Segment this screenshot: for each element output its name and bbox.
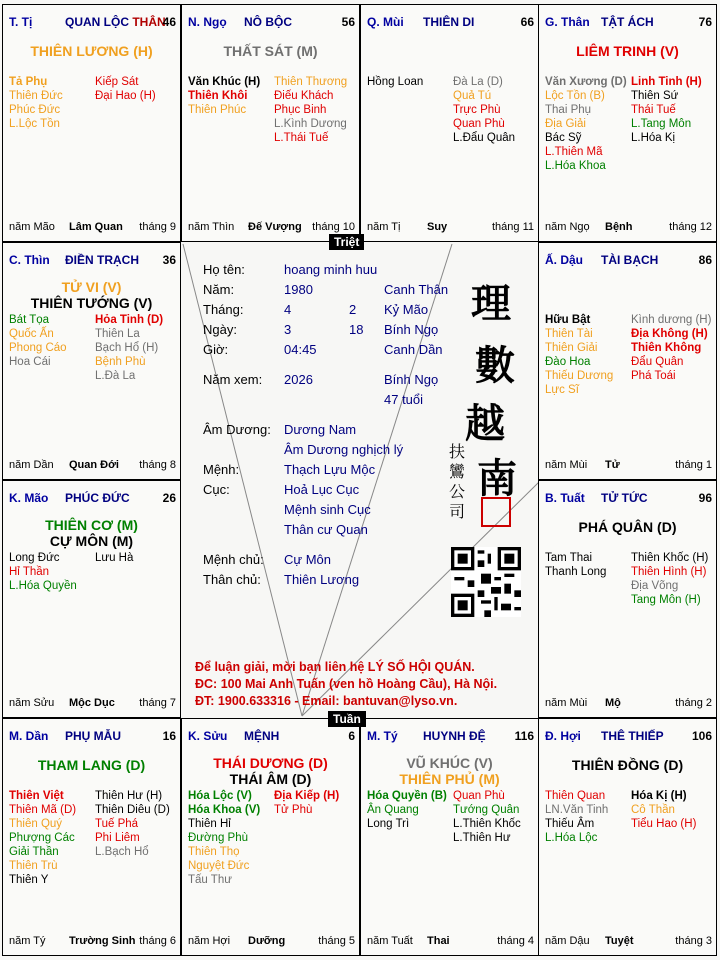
star-item: Thiên Thương [274,76,348,88]
star-item: L.Thiên Mã [545,146,603,158]
palace-name: PHÚC ĐỨC [65,491,130,505]
menh-value: Thạch Lựu Mộc [284,462,376,477]
side-text [449,442,465,522]
star-item: Lộc Tồn (B) [545,90,605,102]
calligraphy-char-1: 理 [471,280,511,327]
right-stars [95,789,170,859]
palace-branch: M. Dần [9,729,49,743]
star-item: L.Lộc Tồn [9,118,60,130]
star-item: Thiên Trù [9,860,58,872]
year-can: Canh Thân [384,282,449,297]
star-item: Kiếp Sát [95,76,139,88]
star-item: Đào Hoa [545,356,591,368]
star-item: Quan Phù [453,118,505,130]
than-chu-value: Thiên Lương [284,572,360,587]
star-item: Tướng Quân [453,804,520,816]
left-stars [545,313,613,397]
star-item: Quốc Ấn [9,328,54,340]
right-stars [274,75,347,145]
star-item: L.Thái Tuế [274,132,329,144]
palace-month: tháng 4 [497,935,534,947]
palace-phase: Suy [427,221,448,233]
star-item: Linh Tinh (H) [631,76,702,88]
palace-phase: Bệnh [605,221,633,233]
star-item: LN.Văn Tinh [545,804,609,816]
star-item: Phá Toái [631,370,676,382]
red-seal-icon [481,497,511,527]
main-star: THIÊN TƯỚNG (V) [30,295,153,311]
side-char-4: 司 [449,502,466,521]
palace-branch: Q. Mùi [367,15,404,29]
right-stars [95,75,156,103]
palace-month: tháng 6 [139,935,176,947]
left-stars [367,789,447,831]
palace-name: QUAN LỘC THÂN [65,15,166,29]
palace-branch: Đ. Hợi [545,729,581,743]
star-item: L.Thiên Khốc [453,818,521,830]
name-value: hoang minh huu [284,262,378,277]
star-item: Thiên Quý [9,818,63,830]
star-item: Tang Môn (H) [631,594,701,606]
cuc-note1: Mệnh sinh Cục [284,502,371,517]
star-item: Địa Võng [631,580,679,592]
left-stars [188,75,260,117]
palace-header [545,729,712,743]
star-item: Thiên Hỉ [188,818,231,830]
star-item: Hỏa Tinh (D) [95,314,164,326]
palace-month: tháng 5 [318,935,355,947]
star-item: Phong Cáo [9,342,67,354]
palace-footer [367,935,534,947]
day-can: Bính Ngọ [384,322,439,337]
palace-year: năm Sửu [9,697,55,709]
palace-month: tháng 3 [675,935,712,947]
star-item: Thiên Sứ [631,90,679,102]
left-stars [9,551,77,593]
star-item: Đà La (D) [453,76,503,88]
star-item: Phượng Các [9,832,75,844]
view-year-label: Năm xem: [203,372,263,387]
star-item: Văn Khúc (H) [188,76,261,88]
main-star: THIÊN CƠ (M) [45,517,138,533]
right-stars [274,789,339,817]
palace-name: THIÊN DI [423,15,475,29]
right-stars [95,551,133,565]
star-item: L.Hóa Lộc [545,832,598,844]
palace-number: 116 [514,729,534,743]
amduong-label: Âm Dương: [203,422,271,437]
star-item: Thiên Khôi [188,90,248,102]
palace-year: năm Thìn [188,221,235,233]
palace-name: HUYNH ĐỆ [423,729,486,743]
cuc-value: Hoả Lục Cục [284,482,360,497]
star-item: Thiếu Âm [545,818,595,830]
palace-month: tháng 8 [139,459,176,471]
left-stars [9,313,67,369]
star-item: Tấu Thư [188,874,232,886]
qr-code-icon [451,547,521,617]
star-item: Hữu Bật [545,314,591,326]
palace-year: năm Dần [9,459,54,471]
day-value: 3 [284,322,292,337]
side-char-3: 公 [449,482,466,501]
star-item: Tam Thai [545,552,593,564]
star-item: Thiên Thọ [188,846,240,858]
star-item: Đại Hao (H) [95,90,156,102]
star-item: Kình dương (H) [631,314,712,326]
view-year-can: Bính Ngọ [384,372,439,387]
star-item: Long Trì [367,818,410,830]
palace-header [9,253,176,267]
palace-number: 36 [162,253,176,267]
palace-phase: Quan Đới [69,459,119,471]
palace-header [367,15,534,29]
palace-mui [360,4,539,242]
palace-month: tháng 2 [675,697,712,709]
palace-branch: Ấ. Dậu [545,253,584,267]
star-item: Thiên Tài [545,328,593,340]
palace-month: tháng 7 [139,697,176,709]
palace-month: tháng 9 [139,221,176,233]
palace-phase: Lâm Quan [69,221,123,233]
left-stars [9,789,76,887]
star-item: Thiên Đức [9,90,63,102]
palace-footer [9,221,176,233]
palace-number: 96 [698,491,712,505]
palace-phase: Thai [427,935,450,947]
left-stars [367,75,423,89]
star-item: Thiếu Dương [545,370,614,382]
star-item: Thiên Y [9,874,49,886]
star-item: Hóa Lộc (V) [188,790,252,802]
star-item: Lực Sĩ [545,384,579,396]
star-item: Hóa Kị (H) [631,790,687,802]
palace-year: năm Mão [9,221,55,233]
palace-number: 56 [341,15,355,29]
palace-name: TẬT ÁCH [601,15,654,29]
palace-name: TÀI BẠCH [601,253,659,267]
left-stars [9,75,63,131]
star-item: Long Đức [9,552,60,564]
day-lunar: 18 [349,322,364,337]
star-item: L.Thiên Hư [453,832,511,844]
palace-thin [2,242,181,480]
left-stars [545,551,606,579]
palace-header [9,491,176,505]
calligraphy-char-4: 南 [477,455,517,502]
side-char-1: 扶 [449,442,466,461]
star-item: Phục Binh [274,104,327,116]
star-item: Thiên Việt [9,790,64,802]
palace-header [545,491,712,505]
star-item: L.Tang Môn [631,118,692,130]
palace-phase: Đế Vượng [248,221,302,233]
cuc-note2: Thân cư Quan [284,522,368,537]
star-item: Quan Phù [453,790,505,802]
palace-year: năm Mùi [545,459,588,471]
palace-name: PHỤ MẪU [65,729,121,743]
main-star: PHÁ QUÂN (D) [578,519,677,535]
palace-year: năm Ngọ [545,221,590,233]
star-item: Bạch Hổ (H) [95,342,159,354]
palace-dau [538,242,717,480]
star-item: Cô Thần [631,804,675,816]
palace-year: năm Tị [367,221,401,233]
palace-dan [2,718,181,956]
star-item: Nguyệt Đức [188,860,250,872]
star-item: Bát Tọa [9,314,50,326]
star-item: Đường Phù [188,832,248,844]
star-item: Thiên Phúc [188,104,247,116]
star-item: Văn Xương (D) [545,76,627,88]
star-item: Địa Kiếp (H) [274,790,340,802]
right-stars [631,313,711,383]
star-item: L.Đẩu Quân [453,132,516,144]
right-stars [453,789,521,845]
right-stars [95,313,163,383]
right-stars [631,551,708,607]
left-stars [188,789,260,887]
month-lunar: 2 [349,302,357,317]
star-item: Thiên Giải [545,342,598,354]
palace-footer [9,697,176,709]
palace-footer [545,697,712,709]
contact-line-2: ĐC: 100 Mai Anh Tuấn (ven hồ Hoàng Cầu), Hà Nội. [195,677,498,691]
main-star: THÁI ÂM (D) [229,771,312,787]
right-stars [453,75,515,145]
day-label: Ngày: [203,322,237,337]
palace-hoi [538,718,717,956]
center-info-panel [181,242,537,718]
right-stars [631,789,696,831]
month-label: Tháng: [203,302,244,317]
star-item: Giải Thần [9,846,59,858]
palace-footer [188,221,355,233]
palace-footer [9,935,176,947]
star-item: Thiên Quan [545,790,606,802]
palace-ty [360,718,539,956]
main-star: LIÊM TRINH (V) [576,43,679,59]
palace-number: 26 [162,491,176,505]
palace-number: 6 [348,729,355,743]
palace-footer [188,935,355,947]
palace-month: tháng 1 [675,459,712,471]
palace-mao [2,480,181,718]
star-item: Bác Sỹ [545,132,582,144]
palace-footer [545,935,712,947]
star-item: Tuế Phá [95,818,139,830]
triet-badge: Triệt [329,234,364,250]
palace-year: năm Tuất [367,935,413,947]
palace-number: 16 [162,729,176,743]
main-star: THÁI DƯƠNG (D) [213,755,328,771]
contact-line-3: ĐT: 1900.633316 - Email: bantuvan@lyso.vn. [195,694,458,708]
star-item: Thiên Không [631,342,702,354]
palace-phase: Dưỡng [248,935,286,947]
view-year-value: 2026 [284,372,313,387]
palace-month: tháng 10 [312,221,355,233]
palace-header [9,15,176,29]
main-star: VŨ KHÚC (V) [406,755,493,771]
palace-footer [367,221,534,233]
star-item: Tiểu Hao (H) [631,818,697,830]
month-value: 4 [284,302,292,317]
star-item: Địa Không (H) [631,328,708,340]
than-chu-label: Thân chủ: [203,572,261,587]
palace-header [367,729,534,743]
palace-year: năm Hợi [188,935,231,947]
star-item: L.Hóa Khoa [545,160,606,172]
left-stars [545,75,627,173]
palace-phase: Tuyệt [605,935,634,947]
palace-than [538,4,717,242]
palace-branch: C. Thìn [9,253,50,267]
star-item: Điếu Khách [274,90,334,102]
palace-branch: B. Tuất [545,491,585,505]
palace-year: năm Tý [9,935,46,947]
side-char-2: 鸞 [449,462,466,481]
star-item: Thiên Diêu (D) [95,804,170,816]
palace-tuat [538,480,717,718]
palace-phase: Mộc Dục [69,697,115,709]
star-item: L.Đà La [95,370,136,382]
star-item: Thái Tuế [631,104,676,116]
palace-branch: K. Sửu [188,729,228,743]
palace-name: ĐIỀN TRẠCH [65,253,139,267]
tuan-badge: Tuần [328,711,366,727]
star-item: Trực Phù [453,104,501,116]
palace-number: 86 [698,253,712,267]
hour-can: Canh Dần [384,342,443,357]
palace-header [545,253,712,267]
star-item: Phúc Đức [9,104,61,116]
palace-header [188,729,355,743]
palace-month: tháng 11 [491,221,534,233]
main-star: THIÊN LƯƠNG (H) [30,43,153,59]
star-item: L.Bạch Hổ [95,846,149,858]
palace-branch: N. Ngọ [188,15,227,29]
palace-branch: K. Mão [9,491,49,505]
palace-name: TỬ TỨC [601,491,648,505]
year-label: Năm: [203,282,235,297]
star-item: Phi Liêm [95,832,140,844]
star-item: L.Hóa Kị [631,132,676,144]
star-item: Bệnh Phù [95,356,146,368]
palace-branch: M. Tý [367,729,398,743]
palace-year: năm Mùi [545,697,588,709]
palace-phase: Trường Sinh [69,935,136,947]
star-item: Lưu Hà [95,552,134,564]
menh-label: Mệnh: [203,462,240,477]
star-item: Thiên La [95,328,140,340]
palace-footer [545,459,712,471]
star-item: Thiên Khốc (H) [631,552,709,564]
star-item: Tử Phù [274,804,313,816]
star-item: Thanh Long [545,566,607,578]
main-star: TỬ VI (V) [61,279,122,295]
palace-number: 46 [162,15,176,29]
palace-header [545,15,712,29]
palace-branch: G. Thân [545,15,590,29]
star-item: Tả Phụ [9,76,48,88]
palace-number: 76 [698,15,712,29]
main-star: THIÊN ĐỒNG (D) [571,757,684,773]
main-star: CỰ MÔN (M) [49,533,134,549]
contact-line-1: Để luận giải, mời bạn liên hệ LÝ SỐ HỘI QUÁN. [195,660,475,674]
palace-name: THÊ THIẾP [601,729,664,743]
star-item: L.Hóa Quyền [9,580,77,592]
hour-label: Giờ: [203,342,229,357]
star-item: Ân Quang [367,804,419,816]
palace-footer [9,459,176,471]
calligraphy-char-3: 越 [465,400,505,447]
amduong-value: Dương Nam [284,422,357,437]
month-can: Kỷ Mão [384,302,429,317]
star-item: Hoa Cái [9,356,51,368]
palace-year: năm Dậu [545,935,590,947]
left-stars [545,789,608,845]
right-stars [631,75,702,145]
palace-number: 106 [691,729,712,743]
amduong-note: Âm Dương nghịch lý [284,442,404,457]
palace-month: tháng 12 [669,221,712,233]
star-item: L.Kình Dương [274,118,347,130]
age-value: 47 tuổi [384,392,424,407]
palace-header [188,15,355,29]
menh-chu-value: Cự Môn [284,552,331,567]
star-item: Thai Phụ [545,104,592,116]
main-star: THẤT SÁT (M) [223,43,318,59]
cuc-label: Cục: [203,482,230,497]
menh-chu-label: Mệnh chủ: [203,552,264,567]
name-label: Họ tên: [203,262,245,277]
palace-footer [545,221,712,233]
star-item: Hồng Loan [367,76,424,88]
palace-branch: T. Tị [9,15,33,29]
star-item: Đẩu Quân [631,356,684,368]
palace-suu [181,718,360,956]
hour-value: 04:45 [284,342,317,357]
star-item: Hỉ Thần [9,566,50,578]
palace-ti [2,4,181,242]
star-item: Địa Giải [545,118,586,130]
star-item: Thiên Mã (D) [9,804,77,816]
palace-name: NÔ BỘC [244,15,292,29]
calligraphy-char-2: 數 [475,342,515,389]
star-item: Quả Tú [453,90,492,102]
star-item: Thiên Hư (H) [95,790,163,802]
palace-number: 66 [520,15,534,29]
star-item: Hóa Quyền (B) [367,790,447,802]
palace-name: MỆNH [244,729,280,743]
star-item: Thiên Hình (H) [631,566,707,578]
palace-ngo [181,4,360,242]
palace-header [9,729,176,743]
main-star: THIÊN PHỦ (M) [399,771,500,787]
star-item: Hóa Khoa (V) [188,804,261,816]
main-star: THAM LANG (D) [37,757,146,773]
palace-phase: Mộ [605,697,621,709]
year-value: 1980 [284,282,313,297]
palace-phase: Tử [605,459,620,471]
